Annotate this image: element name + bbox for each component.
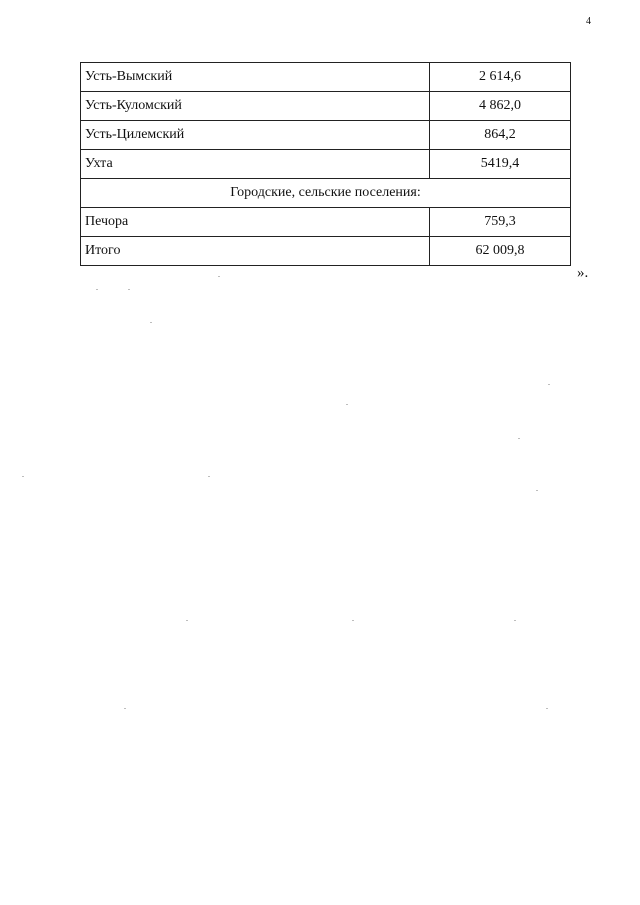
scan-speck	[96, 289, 98, 290]
district-name-cell: Усть-Вымский	[81, 63, 430, 92]
table-row	[81, 63, 571, 92]
table-row	[81, 208, 571, 237]
table-row	[81, 121, 571, 150]
scan-speck	[186, 620, 188, 621]
scan-speck	[514, 620, 516, 621]
scan-speck	[128, 289, 130, 290]
district-name-cell: Усть-Цилемский	[81, 121, 430, 150]
scan-speck	[218, 276, 220, 277]
amount-cell: 4 862,0	[430, 92, 571, 121]
scan-speck	[150, 322, 152, 323]
scan-speck	[346, 404, 348, 405]
amount-cell: 759,3	[430, 208, 571, 237]
amount-cell: 2 614,6	[430, 63, 571, 92]
allocation-table	[80, 62, 571, 266]
page-number: 4	[586, 16, 591, 27]
settlement-name-cell: Печора	[81, 208, 430, 237]
total-value: 62 009,8	[430, 237, 571, 266]
total-label: Итого	[81, 237, 430, 266]
total-row	[81, 237, 571, 266]
section-header: Городские, сельские поселения:	[81, 179, 571, 208]
scan-speck	[548, 384, 550, 385]
scan-speck	[208, 476, 210, 477]
section-header-row	[81, 179, 571, 208]
district-name-cell: Ухта	[81, 150, 430, 179]
scan-speck	[536, 490, 538, 491]
scan-speck	[352, 620, 354, 621]
amount-cell: 5419,4	[430, 150, 571, 179]
scan-speck	[518, 438, 520, 439]
table-row	[81, 92, 571, 121]
scan-speck	[124, 708, 126, 709]
district-name-cell: Усть-Куломский	[81, 92, 430, 121]
scan-speck	[22, 476, 24, 477]
table-row	[81, 150, 571, 179]
closing-quote: ».	[577, 265, 589, 281]
amount-cell: 864,2	[430, 121, 571, 150]
scan-speck	[546, 708, 548, 709]
